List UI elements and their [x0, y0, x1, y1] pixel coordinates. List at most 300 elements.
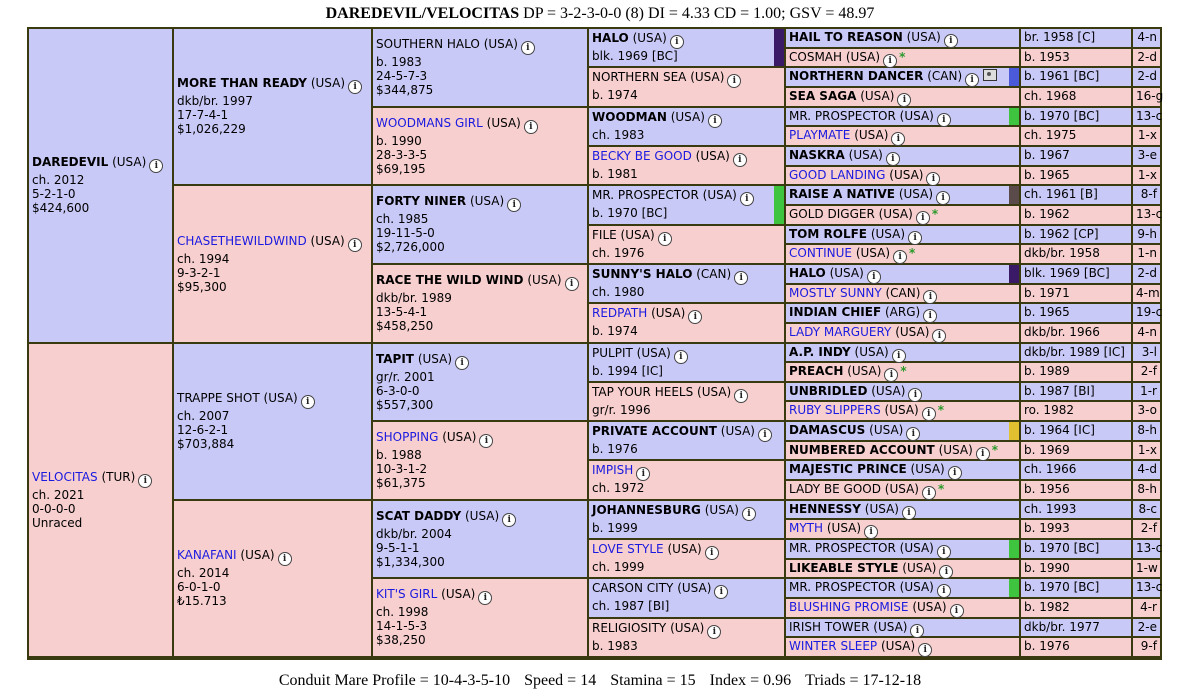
- horse-name[interactable]: WOODMANS GIRL: [376, 116, 483, 130]
- info-icon[interactable]: i: [733, 153, 747, 167]
- horse-year-cell: b. 1971: [1021, 285, 1131, 302]
- info-icon[interactable]: i: [891, 132, 905, 146]
- info-icon[interactable]: i: [916, 211, 930, 225]
- family-number-cell: 13-c: [1133, 206, 1160, 224]
- pedigree-cell-gen5: [786, 206, 1019, 224]
- horse-name[interactable]: MR. PROSPECTOR: [592, 188, 699, 202]
- horse-year-cell: b. 1982: [1021, 599, 1131, 617]
- horse-country: (USA): [486, 116, 521, 130]
- horse-name-line: [376, 430, 584, 448]
- star-icon: *: [937, 403, 945, 417]
- horse-country: (USA): [826, 521, 862, 535]
- horse-name[interactable]: CHASETHEWILDWIND: [177, 234, 307, 248]
- horse-name-line: [177, 391, 368, 409]
- horse-country: (USA): [667, 542, 702, 556]
- info-icon[interactable]: i: [944, 34, 958, 48]
- horse-country: (USA): [848, 148, 883, 162]
- pedigree-cell-gen5: [786, 285, 1019, 302]
- horse-name-line: [376, 509, 584, 527]
- horse-name[interactable]: PLAYMATE: [789, 128, 851, 142]
- pedigree-cell-gen5: [786, 540, 1019, 558]
- horse-country: (USA): [855, 246, 891, 260]
- horse-detail-l3: ₺15.713: [177, 594, 227, 608]
- horse-country: (USA): [441, 587, 476, 601]
- horse-year-cell: br. 1958 [C]: [1021, 29, 1131, 47]
- horse-name[interactable]: HENNESSY: [789, 502, 861, 516]
- horse-name[interactable]: FORTY NINER: [376, 194, 467, 208]
- horse-year-cell: b. 1956: [1021, 481, 1131, 499]
- horse-name[interactable]: UNBRIDLED: [789, 384, 868, 398]
- info-icon[interactable]: i: [926, 172, 940, 186]
- horse-detail-l1: ch. 2007: [177, 409, 230, 423]
- pedigree-cell-gen4: [589, 579, 784, 617]
- horse-name[interactable]: NUMBERED ACCOUNT: [789, 443, 935, 457]
- horse-name[interactable]: PREACH: [789, 364, 844, 378]
- family-number-cell: 1-w: [1133, 560, 1160, 577]
- horse-name[interactable]: MOSTLY SUNNY: [789, 286, 882, 300]
- info-icon[interactable]: i: [906, 427, 920, 441]
- horse-name[interactable]: WOODMAN: [592, 110, 667, 124]
- family-number-cell: 1-x: [1133, 127, 1160, 145]
- horse-name-line: [32, 470, 169, 488]
- info-icon[interactable]: i: [937, 113, 951, 127]
- horse-name[interactable]: FILE: [592, 228, 617, 242]
- horse-name[interactable]: SOUTHERN HALO: [376, 37, 480, 51]
- horse-name[interactable]: RAISE A NATIVE: [789, 187, 896, 201]
- info-icon[interactable]: i: [714, 585, 728, 599]
- horse-name[interactable]: PRIVATE ACCOUNT: [592, 424, 717, 438]
- horse-year-cell: b. 1970 [BC]: [1021, 540, 1131, 558]
- pedigree-cell-gen5: [786, 186, 1019, 204]
- family-number-cell: 1-r: [1133, 383, 1160, 400]
- info-icon[interactable]: i: [864, 525, 878, 539]
- horse-detail-l1: b. 1974: [592, 324, 638, 338]
- info-icon[interactable]: i: [507, 198, 521, 212]
- horse-year-cell: dkb/br. 1977: [1021, 619, 1131, 636]
- pedigree-stats: DP = 3-2-3-0-0 (8) DI = 4.33 CD = 1.00; GSV = 48.97: [523, 5, 875, 22]
- horse-name[interactable]: IRISH TOWER: [789, 620, 870, 634]
- horse-name[interactable]: TAP YOUR HEELS: [592, 385, 694, 399]
- index-value: Index = 0.96: [709, 672, 792, 689]
- horse-name[interactable]: MR. PROSPECTOR: [789, 541, 896, 555]
- horse-year-cell: b. 1962: [1021, 206, 1131, 224]
- horse-name[interactable]: KANAFANI: [177, 548, 237, 562]
- horse-name[interactable]: DAMASCUS: [789, 423, 866, 437]
- pedigree-cell-gen2: [174, 29, 371, 184]
- pedigree-cell-gen5: [786, 383, 1019, 400]
- pedigree-cell-gen5: [786, 638, 1019, 656]
- horse-name[interactable]: SHOPPING: [376, 430, 439, 444]
- horse-name[interactable]: WINTER SLEEP: [789, 639, 878, 653]
- horse-country: (ARG): [884, 305, 921, 319]
- info-icon[interactable]: i: [301, 395, 315, 409]
- info-icon[interactable]: i: [892, 349, 906, 363]
- pedigree-cell-gen5: [786, 363, 1019, 381]
- horse-country: (USA): [632, 31, 667, 45]
- horse-country: (USA): [720, 424, 755, 438]
- pedigree-cell-gen5: [786, 520, 1019, 538]
- star-icon: *: [900, 364, 907, 378]
- pedigree-cell-gen5: [786, 167, 1019, 184]
- info-icon[interactable]: i: [707, 625, 721, 639]
- pedigree-cell-gen4: [589, 619, 784, 656]
- horse-country: (USA): [864, 502, 899, 516]
- horse-detail-l3: $69,195: [376, 162, 426, 176]
- family-number-cell: 2-d: [1133, 49, 1160, 66]
- horse-detail-l1: dkb/br. 2004: [376, 527, 452, 541]
- horse-year-cell: b. 1990: [1021, 560, 1131, 577]
- pedigree-cell-gen3: [373, 501, 587, 577]
- horse-name[interactable]: HALO: [789, 266, 826, 280]
- pedigree-cell-gen2: [174, 186, 371, 342]
- family-number-cell: 3-o: [1133, 402, 1160, 420]
- horse-detail-l3: $38,250: [376, 633, 426, 647]
- horse-year-cell: b. 1962 [CP]: [1021, 226, 1131, 243]
- info-icon[interactable]: i: [636, 467, 650, 481]
- horse-year-cell: b. 1961 [BC]: [1021, 68, 1131, 86]
- info-icon[interactable]: i: [502, 513, 516, 527]
- info-icon[interactable]: i: [908, 231, 922, 245]
- horse-name[interactable]: TOM ROLFE: [789, 227, 867, 241]
- horse-name[interactable]: MYTH: [789, 521, 824, 535]
- pedigree-cell-gen2: [174, 501, 371, 656]
- info-icon[interactable]: i: [734, 271, 748, 285]
- info-icon[interactable]: i: [348, 238, 362, 252]
- horse-year-cell: ch. 1968: [1021, 88, 1131, 106]
- speed-value: Speed = 14: [524, 672, 597, 689]
- horse-detail-l3: $2,726,000: [376, 240, 445, 254]
- pedigree-cell-gen4: [589, 265, 784, 302]
- star-icon: *: [991, 443, 999, 457]
- pedigree-cell-gen5: [786, 579, 1019, 597]
- pedigree-cell-gen5: [786, 402, 1019, 420]
- horse-name[interactable]: MR. PROSPECTOR: [789, 580, 896, 594]
- horse-detail-l2: 13-5-4-1: [376, 305, 428, 319]
- horse-detail-l2: 24-5-7-3: [376, 69, 428, 83]
- horse-country: (USA): [854, 345, 889, 359]
- horse-name-line: [376, 587, 584, 605]
- star-icon: *: [931, 207, 939, 221]
- horse-country: (USA): [636, 346, 671, 360]
- horse-name-line: [376, 273, 584, 291]
- pedigree-cell-gen5: [786, 68, 1019, 86]
- horse-country: (USA): [899, 541, 934, 555]
- horse-year-cell: b. 1969: [1021, 442, 1131, 459]
- horse-name-line: [177, 76, 368, 94]
- horse-name-line: [376, 116, 584, 134]
- horse-name[interactable]: HAIL TO REASON: [789, 30, 903, 44]
- family-number-cell: 4-r: [1133, 599, 1160, 617]
- horse-year-cell: b. 1967: [1021, 147, 1131, 165]
- info-icon[interactable]: i: [565, 277, 579, 291]
- horse-detail-l1: ch. 1985: [376, 212, 429, 226]
- pedigree-chart: [27, 27, 1162, 660]
- horse-name[interactable]: MORE THAN READY: [177, 76, 307, 90]
- horse-country: (USA): [889, 168, 924, 182]
- info-icon[interactable]: i: [936, 191, 950, 205]
- info-icon[interactable]: i: [950, 604, 964, 618]
- horse-country: (USA): [884, 403, 919, 417]
- info-icon[interactable]: i: [524, 120, 538, 134]
- horse-name[interactable]: NORTHERN DANCER: [789, 69, 924, 83]
- horse-year-cell: ch. 1966: [1021, 461, 1131, 479]
- info-icon[interactable]: i: [478, 591, 492, 605]
- info-icon[interactable]: i: [455, 356, 469, 370]
- horse-year-cell: ch. 1961 [B]: [1021, 186, 1131, 204]
- horse-name-line: [592, 542, 781, 560]
- pedigree-cell-gen4: [589, 68, 784, 106]
- horse-name[interactable]: HALO: [592, 31, 629, 45]
- horse-name-line: [592, 306, 781, 324]
- horse-name[interactable]: MR. PROSPECTOR: [789, 109, 896, 123]
- horse-detail-l1: b. 1981: [592, 167, 638, 181]
- horse-year-cell: b. 1989: [1021, 363, 1131, 381]
- info-icon[interactable]: i: [149, 159, 163, 173]
- info-icon[interactable]: i: [893, 250, 907, 264]
- horse-name[interactable]: TAPIT: [376, 352, 414, 366]
- info-icon[interactable]: i: [976, 447, 990, 461]
- family-number-cell: 2-f: [1133, 363, 1160, 381]
- family-number-cell: 8-f: [1133, 186, 1160, 204]
- horse-detail-l2: 5-2-1-0: [32, 187, 76, 201]
- pedigree-cell-gen5: [786, 344, 1019, 361]
- horse-year-cell: dkb/br. 1958: [1021, 245, 1131, 263]
- info-icon[interactable]: i: [908, 388, 922, 402]
- info-icon[interactable]: i: [884, 368, 898, 382]
- horse-name[interactable]: PULPIT: [592, 346, 633, 360]
- horse-name-line: [592, 621, 781, 639]
- info-icon[interactable]: i: [886, 152, 900, 166]
- horse-name[interactable]: INDIAN CHIEF: [789, 305, 882, 319]
- info-icon[interactable]: i: [939, 565, 953, 579]
- horse-country: (USA): [912, 600, 947, 614]
- horse-name[interactable]: TRAPPE SHOT: [177, 391, 260, 405]
- info-icon[interactable]: i: [758, 428, 772, 442]
- family-number-cell: 4-m: [1133, 285, 1160, 302]
- horse-country: (USA): [620, 228, 655, 242]
- horse-country: (USA): [651, 306, 686, 320]
- pedigree-cell-gen1: [29, 29, 172, 342]
- horse-year-cell: b. 1965: [1021, 167, 1131, 184]
- info-icon[interactable]: i: [658, 232, 672, 246]
- horse-name[interactable]: REDPATH: [592, 306, 648, 320]
- horse-country: (USA): [906, 30, 941, 44]
- info-icon[interactable]: i: [918, 643, 932, 657]
- horse-year-cell: b. 1987 [BI]: [1021, 383, 1131, 400]
- info-icon[interactable]: i: [897, 93, 911, 107]
- family-number-cell: 1-x: [1133, 167, 1160, 184]
- horse-country: (USA): [854, 128, 889, 142]
- color-marker: [1009, 579, 1019, 597]
- pedigree-cell-gen3: [373, 579, 587, 656]
- info-icon[interactable]: i: [922, 486, 936, 500]
- horse-country: (CAN): [927, 69, 963, 83]
- photo-icon[interactable]: [983, 69, 997, 81]
- info-icon[interactable]: i: [521, 41, 535, 55]
- horse-name[interactable]: LIKEABLE STYLE: [789, 561, 899, 575]
- horse-detail-l1: b. 1983: [592, 639, 638, 653]
- horse-detail-l3: $458,250: [376, 319, 434, 333]
- horse-name[interactable]: KIT'S GIRL: [376, 587, 438, 601]
- horse-country: (USA): [483, 37, 518, 51]
- horse-country: (USA): [704, 503, 739, 517]
- horse-detail-l3: Unraced: [32, 516, 83, 530]
- horse-name[interactable]: CONTINUE: [789, 246, 853, 260]
- info-icon[interactable]: i: [867, 270, 881, 284]
- horse-country: (USA): [899, 109, 934, 123]
- horse-detail-l2: 14-1-5-3: [376, 619, 428, 633]
- pedigree-cell-gen4: [589, 383, 784, 420]
- horse-country: (USA): [895, 325, 930, 339]
- horse-name[interactable]: SEA SAGA: [789, 89, 857, 103]
- horse-country: (USA): [527, 273, 562, 287]
- pedigree-cell-gen4: [589, 226, 784, 263]
- horse-name[interactable]: BECKY BE GOOD: [592, 149, 692, 163]
- horse-year-cell: dkb/br. 1966: [1021, 324, 1131, 342]
- horse-country: (CAN): [885, 286, 921, 300]
- pedigree-cell-gen5: [786, 265, 1019, 283]
- horse-detail-l3: $557,300: [376, 398, 434, 412]
- pedigree-cell-gen4: [589, 108, 784, 145]
- info-icon[interactable]: i: [479, 434, 493, 448]
- info-icon[interactable]: i: [727, 74, 741, 88]
- info-icon[interactable]: i: [688, 310, 702, 324]
- pedigree-cell-gen4: [589, 344, 784, 381]
- horse-name-line: [592, 346, 781, 364]
- horse-name-line: [592, 463, 781, 481]
- horse-name[interactable]: RUBY SLIPPERS: [789, 403, 881, 417]
- info-icon[interactable]: i: [734, 389, 748, 403]
- horse-name[interactable]: A.P. INDY: [789, 345, 851, 359]
- info-icon[interactable]: i: [278, 552, 292, 566]
- horse-name[interactable]: VELOCITAS: [32, 470, 98, 484]
- horse-country: (USA): [310, 76, 346, 90]
- horse-name[interactable]: MAJESTIC PRINCE: [789, 462, 907, 476]
- horse-detail-l2: 12-6-2-1: [177, 423, 229, 437]
- pedigree-cell-gen4: [589, 461, 784, 499]
- info-icon[interactable]: i: [923, 290, 937, 304]
- family-number-cell: 4-d: [1133, 461, 1160, 479]
- pedigree-cell-gen3: [373, 29, 587, 106]
- info-icon[interactable]: i: [708, 114, 722, 128]
- horse-country: (USA): [870, 227, 906, 241]
- horse-name[interactable]: CARSON CITY: [592, 581, 674, 595]
- pedigree-cell-gen5: [786, 147, 1019, 165]
- horse-name[interactable]: DAREDEVIL: [32, 155, 109, 169]
- horse-name[interactable]: LOVE STYLE: [592, 542, 664, 556]
- info-icon[interactable]: i: [902, 506, 916, 520]
- horse-name[interactable]: NASKRA: [789, 148, 845, 162]
- pedigree-cell-gen4: [589, 147, 784, 184]
- pedigree-cell-gen4: [589, 186, 784, 224]
- horse-detail-l2: 9-5-1-1: [376, 541, 420, 555]
- horse-name-line: [376, 194, 584, 212]
- horse-country: (USA): [690, 70, 725, 84]
- family-number-cell: 2-d: [1133, 68, 1160, 86]
- horse-year-cell: dkb/br. 1989 [IC]: [1021, 344, 1131, 361]
- family-number-cell: 9-h: [1133, 226, 1160, 243]
- info-icon[interactable]: i: [932, 329, 946, 343]
- horse-country: (USA): [829, 266, 864, 280]
- info-icon[interactable]: i: [740, 192, 754, 206]
- horse-country: (USA): [910, 462, 945, 476]
- info-icon[interactable]: i: [138, 474, 152, 488]
- pedigree-cell-gen2: [174, 344, 371, 499]
- horse-country: (USA): [938, 443, 973, 457]
- horse-detail-l1: ch. 1994: [177, 252, 230, 266]
- info-icon[interactable]: i: [670, 35, 684, 49]
- conduit-mare-profile: Conduit Mare Profile = 10-4-3-5-10: [278, 672, 511, 689]
- info-icon[interactable]: i: [937, 584, 951, 598]
- info-icon[interactable]: i: [937, 545, 951, 559]
- horse-detail-l3: $344,875: [376, 83, 434, 97]
- star-icon: *: [899, 50, 906, 64]
- horse-detail-l1: blk. 1969 [BC]: [592, 49, 678, 63]
- horse-year-cell: b. 1976: [1021, 638, 1131, 656]
- info-icon[interactable]: i: [923, 309, 937, 323]
- pedigree-cell-gen3: [373, 186, 587, 263]
- horse-country: (USA): [263, 391, 298, 405]
- family-number-cell: 19-c: [1133, 304, 1160, 322]
- info-icon[interactable]: i: [910, 624, 924, 638]
- horse-name[interactable]: NORTHERN SEA: [592, 70, 687, 84]
- star-icon: *: [938, 482, 945, 496]
- info-icon[interactable]: i: [705, 546, 719, 560]
- horse-name[interactable]: LADY BE GOOD: [789, 482, 881, 496]
- info-icon[interactable]: i: [674, 350, 688, 364]
- horse-name[interactable]: COSMAH: [789, 50, 843, 64]
- pedigree-cell-gen3: [373, 344, 587, 420]
- horse-name[interactable]: RELIGIOSITY: [592, 621, 667, 635]
- info-icon[interactable]: i: [742, 507, 756, 521]
- color-marker: [774, 29, 784, 66]
- horse-name[interactable]: LADY MARGUERY: [789, 325, 892, 339]
- info-icon[interactable]: i: [965, 73, 979, 87]
- horse-country: (USA): [240, 548, 275, 562]
- horse-detail-l1: ch. 2014: [177, 566, 230, 580]
- horse-name-line: [592, 70, 781, 88]
- horse-name-line: [592, 31, 781, 49]
- family-number-cell: 4-n: [1133, 29, 1160, 47]
- horse-detail-l1: gr/r. 1996: [592, 403, 651, 417]
- horse-name[interactable]: SUNNY'S HALO: [592, 267, 693, 281]
- info-icon[interactable]: i: [948, 466, 962, 480]
- pedigree-cell-gen3: [373, 265, 587, 342]
- info-icon[interactable]: i: [348, 80, 362, 94]
- horse-year-cell: b. 1965: [1021, 304, 1131, 322]
- horse-detail-l1: ch. 1999: [592, 560, 645, 574]
- info-icon[interactable]: i: [922, 407, 936, 421]
- horse-name[interactable]: RACE THE WILD WIND: [376, 273, 524, 287]
- horse-name[interactable]: GOOD LANDING: [789, 168, 886, 182]
- horse-name[interactable]: JOHANNESBURG: [592, 503, 701, 517]
- info-icon[interactable]: i: [883, 54, 897, 68]
- pedigree-cell-gen5: [786, 49, 1019, 66]
- horse-detail-l1: b. 1983: [376, 55, 422, 69]
- pedigree-cell-gen5: [786, 481, 1019, 499]
- horse-detail-l1: ch. 1987 [BI]: [592, 599, 670, 613]
- horse-detail-l1: ch. 1972: [592, 481, 645, 495]
- pedigree-cell-gen3: [373, 108, 587, 184]
- horse-name[interactable]: GOLD DIGGER: [789, 207, 875, 221]
- family-number-cell: 3-l: [1133, 344, 1160, 361]
- horse-year-cell: ro. 1982: [1021, 402, 1131, 420]
- horse-name[interactable]: BLUSHING PROMISE: [789, 600, 909, 614]
- pedigree-cell-gen5: [786, 599, 1019, 617]
- horse-name[interactable]: SCAT DADDY: [376, 509, 462, 523]
- horse-country: (USA): [670, 110, 705, 124]
- horse-name[interactable]: IMPISH: [592, 463, 634, 477]
